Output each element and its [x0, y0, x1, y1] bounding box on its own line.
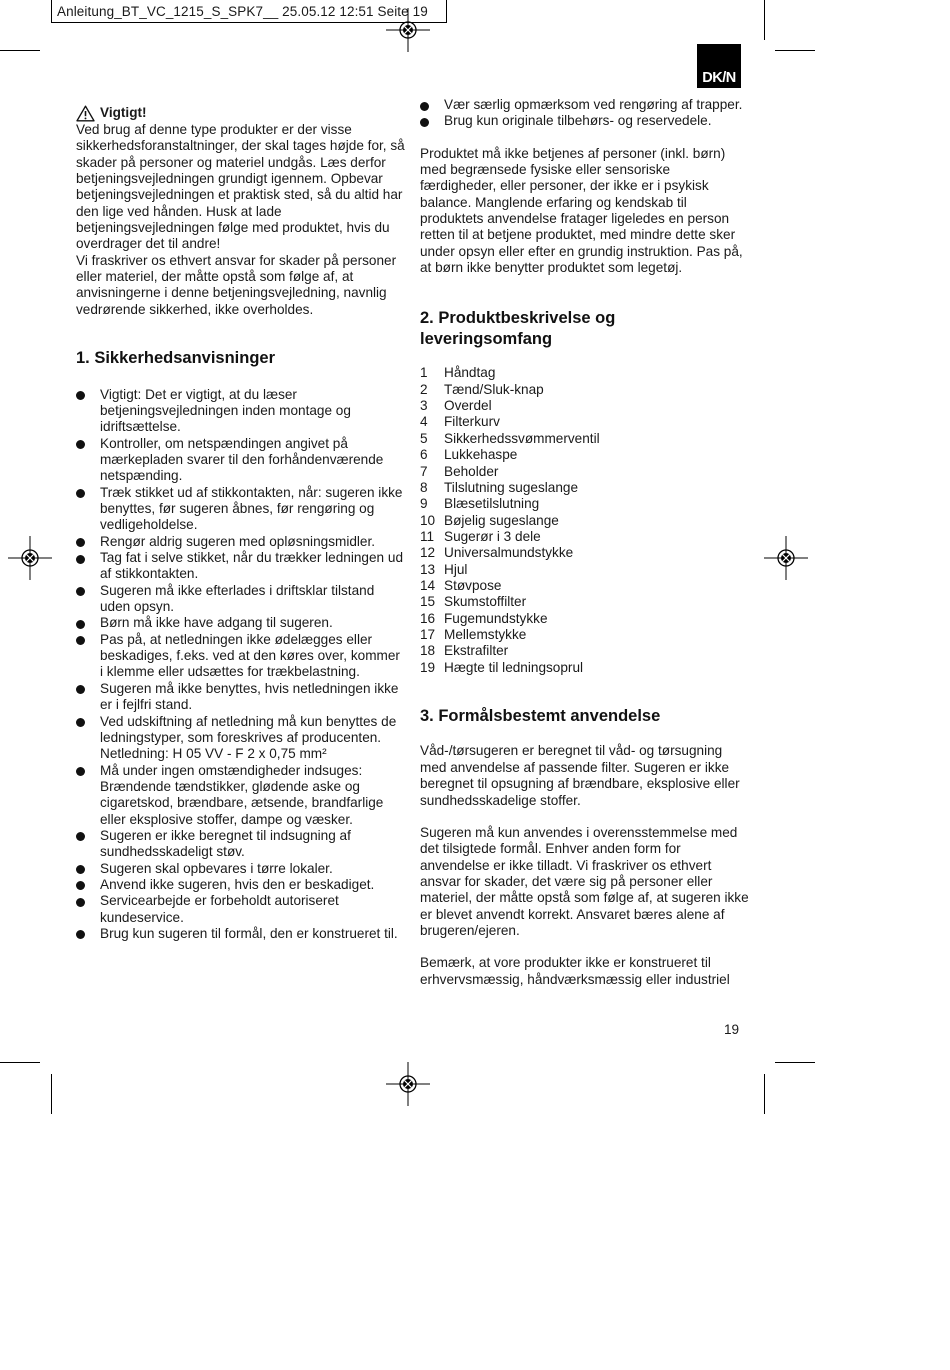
list-item	[420, 529, 750, 545]
intended-use-paragraph: Sugeren må kun anvendes i overensstemmelse med det tilsigtede formål. Enhver anden form for anvendelse er ikke tilladt. Vi fraskriver os ethvert ansvar for skader, det være sig på personer eller materiel, der måtte opstå som følge af, at sugeren ikke er blevet anvendt korrekt. Ansvaret bæres alene af brugeren/ejeren.	[420, 824, 749, 938]
list-item	[420, 594, 750, 610]
part-number: 16	[420, 610, 436, 626]
crop-mark	[764, 0, 765, 40]
part-name: Beholder	[444, 463, 499, 479]
part-number: 12	[420, 545, 436, 561]
list-item: Tag fat i selve stikket, når du trækker ledningen ud af stikkontakten.	[76, 550, 406, 583]
intended-use-paragraph: Bemærk, at vore produkter ikke er konstrueret til erhvervsmæssig, håndværksmæssig eller industriel	[420, 955, 730, 987]
list-item	[420, 611, 750, 627]
part-number: 7	[420, 463, 428, 479]
registration-mark-icon	[8, 536, 52, 580]
part-name: Overdel	[444, 398, 492, 414]
list-item	[420, 513, 750, 529]
list-item: Kontroller, om netspændingen angivet på mærkepladen svarer til den forhåndenværende netspænding.	[76, 436, 406, 485]
part-name: Bøjelig sugeslange	[444, 512, 559, 528]
list-item	[420, 382, 750, 398]
header-right-rule	[446, 0, 447, 22]
registration-mark-icon	[386, 8, 430, 52]
list-item: Vær særlig opmærksom ved rengøring af trapper.	[420, 97, 750, 113]
crop-mark	[775, 50, 815, 51]
list-item	[420, 545, 750, 561]
part-name: Sikkerhedssvømmerventil	[444, 430, 600, 446]
list-item: Anvend ikke sugeren, hvis den er beskadiget.	[76, 877, 406, 893]
warning-title: Vigtigt!	[100, 105, 147, 121]
list-item: Brug kun sugeren til formål, den er konstrueret til.	[76, 926, 406, 942]
crop-mark	[51, 1074, 52, 1114]
part-name: Blæsetilslutning	[444, 496, 540, 512]
part-number: 13	[420, 561, 436, 577]
list-item	[420, 431, 750, 447]
crop-mark	[775, 1062, 815, 1063]
list-item	[420, 643, 750, 659]
part-name: Tilslutning sugeslange	[444, 479, 579, 495]
warning-liability-text: Vi fraskriver os ethvert ansvar for skader på personer eller materiel, der måtte opstå som følge af, at anvisningerne i denne betjeningsvejledning, navnlig vedrørende sikkerhed, ikke overholdes.	[76, 252, 397, 317]
part-name: Universalmundstykke	[444, 545, 574, 561]
part-name: Mellemstykke	[444, 626, 527, 642]
list-item-text: Ved udskiftning af netledning må kun benyttes de ledningstyper, som foreskrives af producenten.	[100, 713, 397, 745]
part-number: 2	[420, 381, 428, 397]
part-number: 18	[420, 643, 436, 659]
cable-spec: Netledning: H 05 VV - F 2 x 0,75 mm²	[100, 746, 327, 762]
list-item	[420, 414, 750, 430]
part-name: Sugerør i 3 dele	[444, 528, 541, 544]
part-number: 4	[420, 414, 428, 430]
list-item: Pas på, at netledningen ikke ødelægges eller beskadiges, f.eks. ved at den køres over, kommer i klemme eller udsættes for trækbelastning.	[76, 632, 406, 681]
section-3-heading: 3. Formålsbestemt anvendelse	[420, 706, 661, 725]
list-item	[420, 496, 750, 512]
part-number: 3	[420, 398, 428, 414]
part-number: 5	[420, 430, 428, 446]
part-number: 14	[420, 577, 436, 593]
header-left-rule	[51, 0, 52, 22]
list-item: Rengør aldrig sugeren med opløsningsmidler.	[76, 534, 406, 550]
part-number: 9	[420, 496, 428, 512]
list-item	[420, 480, 750, 496]
right-column	[420, 97, 750, 988]
part-name: Tænd/Sluk-knap	[444, 381, 544, 397]
list-item: Brug kun originale tilbehørs- og reservedele.	[420, 113, 750, 129]
registration-mark-icon	[386, 1062, 430, 1106]
list-item: Sugeren er ikke beregnet til indsugning af sundhedsskadeligt støv.	[76, 828, 406, 861]
part-name: Hægte til ledningsoprul	[444, 659, 584, 675]
part-name: Filterkurv	[444, 414, 500, 430]
part-number: 8	[420, 479, 428, 495]
crop-mark	[0, 1062, 40, 1063]
part-name: Hjul	[444, 561, 468, 577]
list-item	[420, 365, 750, 381]
section-1-heading: 1. Sikkerhedsanvisninger	[76, 349, 276, 368]
list-item	[420, 464, 750, 480]
part-number: 11	[420, 528, 435, 544]
part-name: Skumstoffilter	[444, 594, 527, 610]
part-number: 10	[420, 512, 436, 528]
list-item: Servicearbejde er forbeholdt autoriseret kundeservice.	[76, 893, 406, 926]
list-item: Sugeren må ikke efterlades i driftsklar tilstand uden opsyn.	[76, 583, 406, 616]
part-number: 1	[420, 365, 428, 381]
part-name: Fugemundstykke	[444, 610, 548, 626]
part-number: 19	[420, 659, 436, 675]
page-number: 19	[724, 1022, 740, 1037]
closing-paragraph: Produktet må ikke betjenes af personer (inkl. børn) med begrænsede fysiske eller sensoriske færdigheder, eller personer, der ikke er i psykisk balance. Manglende erfaring og kendskab til produktets anvendelse fratager ligeledes en person retten til at betjene produktet, med mindre dette sker under opsyn eller efter en grundig instruktion. Pas på, at børn ikke benytter produktet som legetøj.	[420, 145, 743, 276]
intended-use-paragraph: Våd-/tørsugeren er beregnet til våd- og tørsugning med anvendelse af passende filter. Sugeren er ikke beregnet til opsugning af brændbare, eksplosive eller sundhedsskadelige stoffer.	[420, 743, 740, 808]
list-item: Træk stikket ud af stikkontakten, når: sugeren ikke benyttes, før sugeren åbnes, før rengøring og vedligeholdelse.	[76, 485, 406, 534]
language-tab: DK/N	[697, 44, 741, 88]
list-item	[420, 660, 750, 676]
list-item	[420, 578, 750, 594]
list-item	[420, 398, 750, 414]
part-number: 6	[420, 447, 428, 463]
left-column	[76, 105, 406, 942]
list-item	[76, 714, 406, 763]
print-header: Anleitung_BT_VC_1215_S_SPK7__ 25.05.12 12:51 Seite 19	[57, 4, 428, 19]
parts-list	[420, 365, 750, 676]
safety-list	[76, 387, 406, 943]
section-2-heading: 2. Produktbeskrivelse og leveringsomfang	[420, 309, 616, 348]
safety-list-continued	[420, 97, 750, 130]
crop-mark	[0, 50, 40, 51]
list-item: Børn må ikke have adgang til sugeren.	[76, 615, 406, 631]
list-item: Sugeren må ikke benyttes, hvis netledningen ikke er i fejlfri stand.	[76, 681, 406, 714]
warning-heading	[76, 105, 406, 122]
part-name: Støvpose	[444, 577, 502, 593]
warning-text: Ved brug af denne type produkter er der visse sikkerhedsforanstaltninger, der skal tages højde for, så skader på personer og materiel undgås. Læs derfor betjeningsvejledningen grundigt igennem. Opbevar betjeningsvejledningen et praktisk sted, så du altid har den lige ved hånden. Husk at lade betjeningsvejledningen følge med produktet, hvis du overdrager det til andre!	[76, 122, 405, 252]
part-name: Ekstrafilter	[444, 643, 509, 659]
list-item	[420, 447, 750, 463]
list-item	[420, 562, 750, 578]
part-number: 17	[420, 626, 436, 642]
list-item: Må under ingen omstændigheder indsuges: Brændende tændstikker, glødende aske og cigaretskod, brændbare, ætsende, brandfarlige eller eksplosive stoffer, dampe og væsker.	[76, 763, 406, 828]
list-item: Sugeren skal opbevares i tørre lokaler.	[76, 861, 406, 877]
part-name: Håndtag	[444, 365, 496, 381]
warning-triangle-icon	[76, 105, 95, 122]
part-name: Lukkehaspe	[444, 447, 518, 463]
list-item: Vigtigt: Det er vigtigt, at du læser betjeningsvejledningen inden montage og idriftsættelse.	[76, 387, 406, 436]
part-number: 15	[420, 594, 436, 610]
crop-mark	[764, 1074, 765, 1114]
list-item	[420, 627, 750, 643]
registration-mark-icon	[764, 536, 808, 580]
